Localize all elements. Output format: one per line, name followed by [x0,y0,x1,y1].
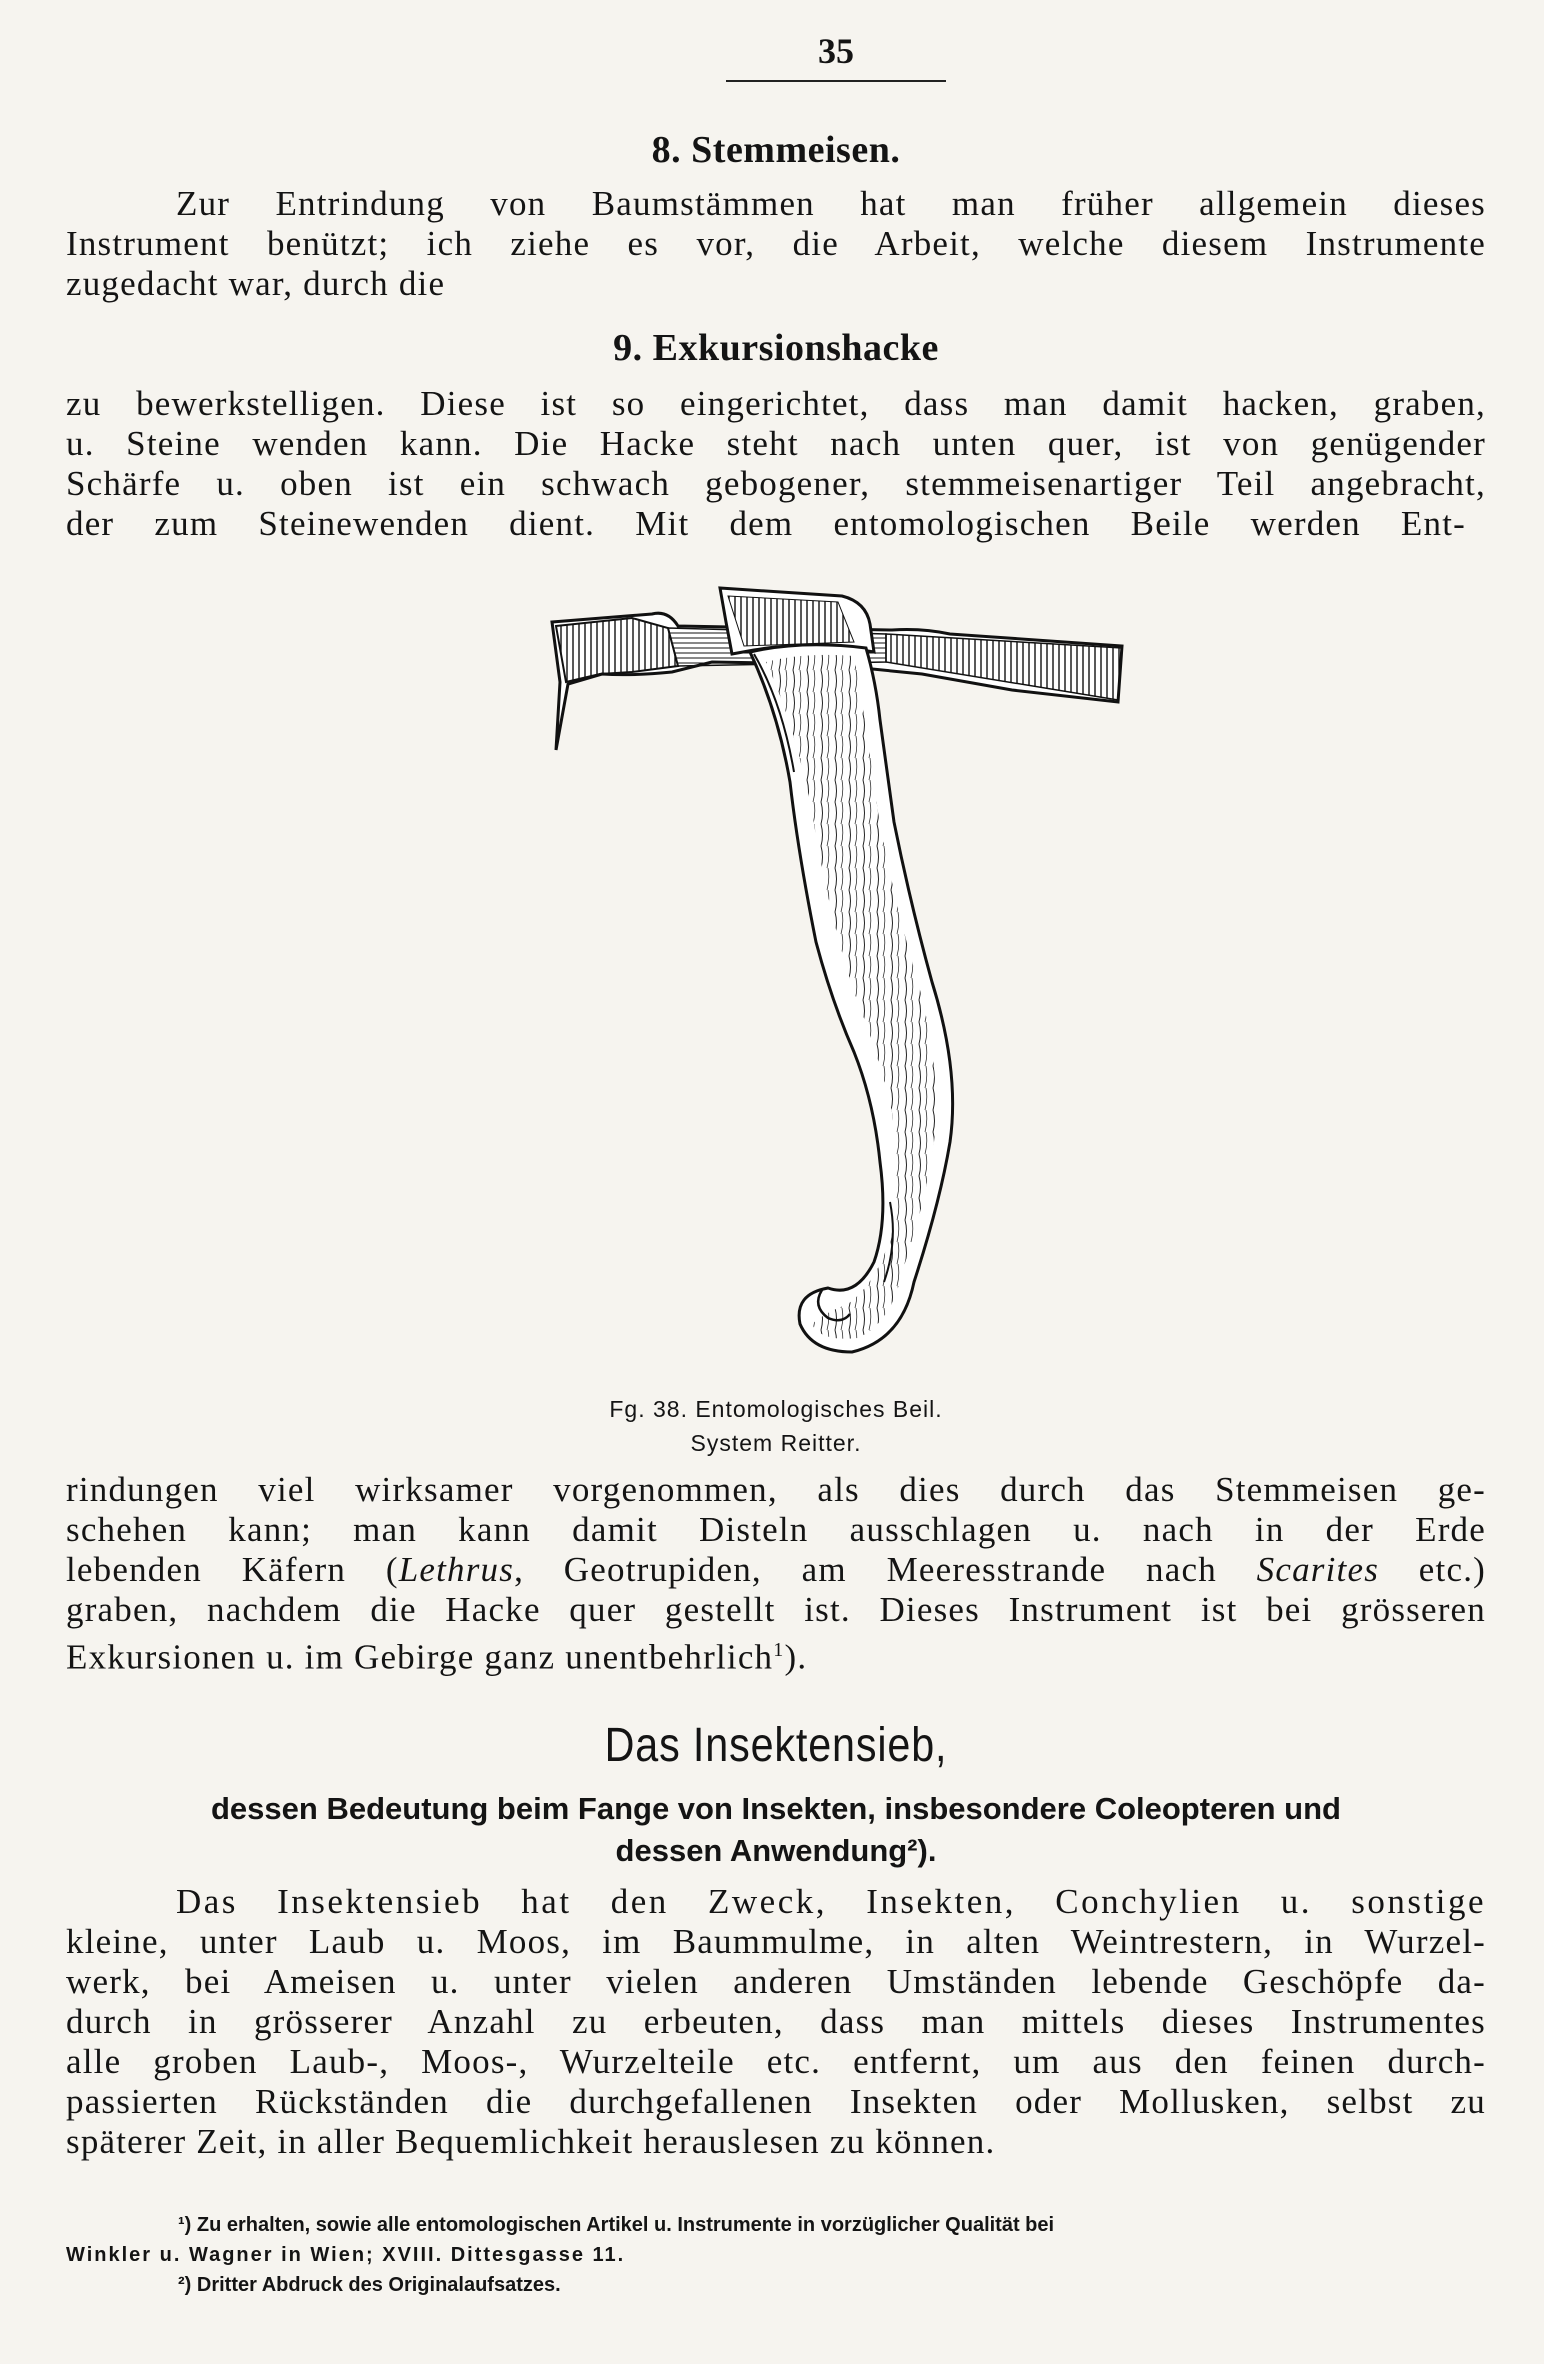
text-line: Zur Entrindung von Baumstämmen hat man früher allgemein dieses [176,184,1486,223]
text-line: durch in grösserer Anzahl zu erbeuten, dass man mittels dieses Instrumentes [66,2002,1486,2041]
heading-stemmeisen: 8. Stemmeisen. [651,129,901,171]
paragraph-stemmeisen [66,184,1486,304]
text-line: schehen kann; man kann damit Disteln ausschlagen u. nach in der Erde [66,1510,1486,1549]
text-line: Das Insektensieb hat den Zweck, Insekten, Conchylien u. sonstige [176,1882,1486,1921]
text-line: passierten Rückständen die durchgefallenen Insekten oder Mollusken, selbst zu [66,2082,1486,2121]
text-line: kleine, unter Laub u. Moos, im Baummulme, in alten Weintrestern, in Wurzel- [66,1922,1486,1961]
text-line: der zum Steinewenden dient. Mit dem entomologischen Beile werden Ent- [66,504,1466,543]
text-line [66,1630,1486,1678]
figure-entomological-axe [482,582,1142,1372]
figure-caption-line-1: Fg. 38. Entomologisches Beil. [609,1396,943,1422]
text-line: Instrument benützt; ich ziehe es vor, die Arbeit, welche diesem Instrumente [66,224,1486,263]
text-fragment: etc.) [1379,1550,1487,1589]
italic-taxon: Scarites [1256,1550,1380,1589]
subtitle-line-1: dessen Bedeutung beim Fange von Insekten, insbesondere Coleopteren und [211,1791,1341,1826]
italic-taxon: Lethrus [398,1550,515,1589]
footnotes [66,2210,1486,2300]
text-fragment: Exkursionen u. im Gebirge ganz unentbehrlich [66,1637,774,1677]
text-line: alle groben Laub-, Moos-, Wurzelteile etc. entfernt, um aus den feinen durch- [66,2042,1486,2081]
text-line: späterer Zeit, in aller Bequemlichkeit herauslesen zu können. [66,2122,996,2161]
footnote-2: ²) Dritter Abdruck des Originalaufsatzes. [178,2274,561,2296]
text-line: Schärfe u. oben ist ein schwach gebogener, stemmeisenartiger Teil angebracht, [66,464,1486,503]
text-line [66,1550,1486,1590]
text-fragment: lebenden Käfern ( [66,1550,399,1589]
footnote-1-line-1: ¹) Zu erhalten, sowie alle entomologischen Artikel u. Instrumente in vorzüglicher Qualität bei [178,2214,1055,2236]
text-fragment: , Geotrupiden, am Meeresstrande nach [514,1550,1257,1589]
text-line: zu bewerkstelligen. Diese ist so eingerichtet, dass man damit hacken, graben, [66,384,1486,423]
text-line: rindungen viel wirksamer vorgenommen, als dies durch das Stemmeisen ge- [66,1470,1486,1509]
footnote-ref: 1 [773,1639,785,1661]
text-line: zugedacht war, durch die [66,264,446,303]
subtitle-line-2: dessen Anwendung²). [615,1833,937,1868]
text-line: werk, bei Ameisen u. unter vielen anderen Umständen lebende Geschöpfe da- [66,1962,1486,2001]
section-title-insektensieb: Das Insektensieb, [604,1719,948,1772]
text-line: u. Steine wenden kann. Die Hacke steht nach unten quer, ist von genügender [66,424,1486,463]
page-number: 35 [726,30,946,82]
heading-exkursionshacke: 9. Exkursionshacke [613,327,939,369]
figure-caption-line-2: System Reitter. [690,1430,862,1456]
axe-illustration [482,582,1142,1372]
text-line: graben, nachdem die Hacke quer gestellt ist. Dieses Instrument ist bei grösseren [66,1590,1486,1629]
paragraph-insektensieb [66,1882,1486,2162]
paragraph-exkursionshacke [66,384,1486,544]
text-fragment: ). [784,1637,808,1677]
footnote-1-line-2: Winkler u. Wagner in Wien; XVIII. Dittesgasse 11. [66,2244,626,2266]
paragraph-continuation [66,1470,1486,1678]
